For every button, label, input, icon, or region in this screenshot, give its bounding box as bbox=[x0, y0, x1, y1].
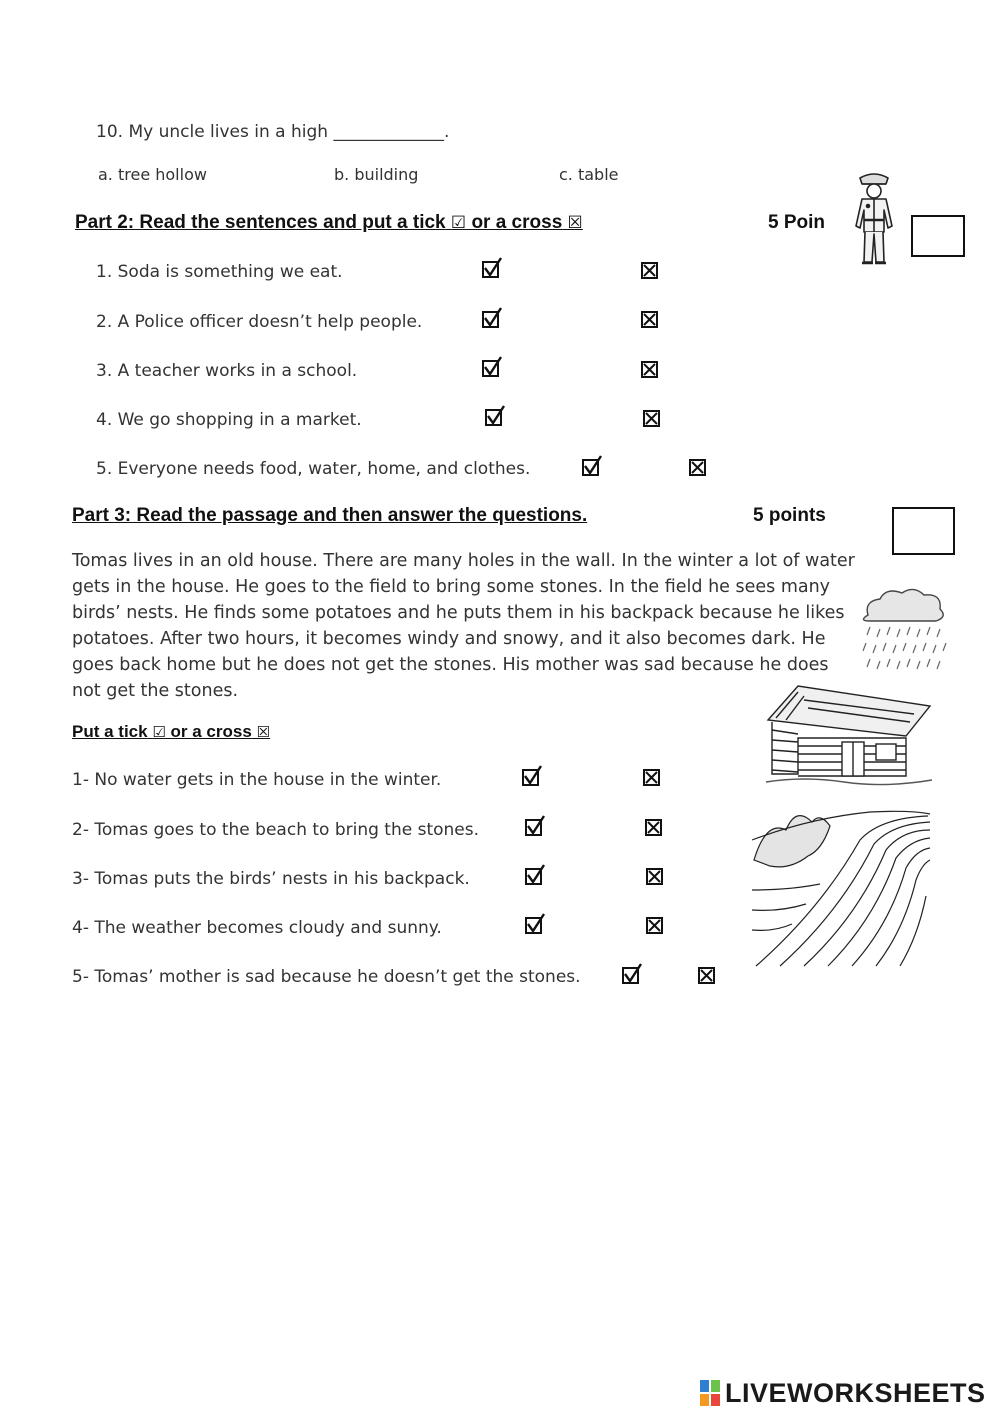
part-2-points: 5 Poin bbox=[768, 212, 826, 233]
part-2-item-5-cross-box[interactable] bbox=[689, 459, 706, 476]
question-10-option-a[interactable]: a. tree hollow bbox=[98, 165, 207, 184]
part-3-subheading-or-text: or a cross bbox=[170, 722, 252, 741]
cross-icon bbox=[643, 264, 656, 277]
part-2-score-box[interactable] bbox=[911, 215, 965, 257]
tick-icon bbox=[483, 306, 503, 328]
cross-icon bbox=[700, 969, 713, 982]
part-3-passage: Tomas lives in an old house. There are many holes in the wall. In the winter a lot of water gets in the house. He goes to the field to bring some stones. In the field he sees many birds’ nests. He finds some potatoes and he puts them in his backpack because he likes potatoes. After two hours, it becomes windy and snowy, and it also becomes dark. He goes back home but he does not get the stones. His mother was sad because he does not get the stones. bbox=[72, 551, 855, 701]
cross-icon bbox=[691, 461, 704, 474]
part-2-item-1-cross-box[interactable] bbox=[641, 262, 658, 279]
part-2-item-3-cross-box[interactable] bbox=[641, 361, 658, 378]
tick-icon bbox=[583, 454, 603, 476]
part-3-item-3: 3- Tomas puts the birds’ nests in his backpack. bbox=[72, 869, 470, 889]
cross-icon bbox=[645, 412, 658, 425]
log-cabin-image bbox=[764, 682, 934, 786]
cross-icon bbox=[648, 919, 661, 932]
part-3-item-1: 1- No water gets in the house in the winter. bbox=[72, 770, 442, 790]
rain-cloud-image bbox=[856, 585, 950, 677]
cross-icon bbox=[648, 870, 661, 883]
part-3-subheading-text: Put a tick bbox=[72, 722, 148, 741]
part-2-heading bbox=[75, 212, 583, 234]
part-3-item-5-tick-box[interactable] bbox=[622, 967, 639, 984]
part-3-score-box[interactable] bbox=[892, 507, 955, 555]
part-2-item-1-tick-box[interactable] bbox=[482, 261, 499, 278]
tick-icon bbox=[483, 256, 503, 278]
part-3-item-3-cross-box[interactable] bbox=[646, 868, 663, 885]
part-2-heading-tick-glyph: ☑ bbox=[450, 213, 467, 233]
part-2-heading-cross-glyph: ☒ bbox=[567, 213, 583, 233]
part-3-item-4-tick-box[interactable] bbox=[525, 917, 542, 934]
part-2-item-2-tick-box[interactable] bbox=[482, 311, 499, 328]
question-10-option-b[interactable]: b. building bbox=[334, 165, 419, 184]
part-3-item-2-cross-box[interactable] bbox=[645, 819, 662, 836]
cross-icon bbox=[643, 363, 656, 376]
part-3-item-3-tick-box[interactable] bbox=[525, 868, 542, 885]
tick-icon bbox=[483, 355, 503, 377]
part-2-item-5: 5. Everyone needs food, water, home, and clothes. bbox=[96, 459, 531, 479]
part-3-subheading-cross-glyph: ☒ bbox=[256, 723, 270, 741]
question-10-prompt: 10. My uncle lives in a high _____________. bbox=[96, 122, 450, 142]
police-officer-image bbox=[838, 168, 910, 268]
part-2-heading-text: Part 2: Read the sentences and put a tick bbox=[75, 212, 446, 233]
part-2-item-5-tick-box[interactable] bbox=[582, 459, 599, 476]
cross-icon bbox=[643, 313, 656, 326]
liveworksheets-logo-text: LIVEWORKSHEETS bbox=[725, 1377, 986, 1408]
tick-icon bbox=[526, 912, 546, 934]
part-3-item-1-cross-box[interactable] bbox=[643, 769, 660, 786]
part-3-points: 5 points bbox=[753, 505, 826, 526]
part-3-heading: Part 3: Read the passage and then answer the questions. bbox=[72, 505, 588, 526]
cross-icon bbox=[645, 771, 658, 784]
part-2-item-1: 1. Soda is something we eat. bbox=[96, 262, 343, 282]
part-2-item-3-tick-box[interactable] bbox=[482, 360, 499, 377]
part-2-item-3: 3. A teacher works in a school. bbox=[96, 361, 358, 381]
tick-icon bbox=[523, 764, 543, 786]
part-3-item-2-tick-box[interactable] bbox=[525, 819, 542, 836]
liveworksheets-logo-icon bbox=[700, 1380, 722, 1406]
part-2-heading-or-text: or a cross bbox=[471, 212, 563, 233]
part-3-item-1-tick-box[interactable] bbox=[522, 769, 539, 786]
part-2-item-2: 2. A Police officer doesn’t help people. bbox=[96, 312, 423, 332]
cross-icon bbox=[647, 821, 660, 834]
part-3-subheading bbox=[72, 722, 270, 742]
part-3-item-5-cross-box[interactable] bbox=[698, 967, 715, 984]
part-3-item-5: 5- Tomas’ mother is sad because he doesn’t get the stones. bbox=[72, 967, 581, 987]
part-2-item-2-cross-box[interactable] bbox=[641, 311, 658, 328]
part-3-item-4: 4- The weather becomes cloudy and sunny. bbox=[72, 918, 442, 938]
tick-icon bbox=[623, 962, 643, 984]
part-3-subheading-tick-glyph: ☑ bbox=[152, 723, 166, 741]
tick-icon bbox=[526, 863, 546, 885]
question-10-option-c[interactable]: c. table bbox=[559, 165, 619, 184]
part-2-item-4: 4. We go shopping in a market. bbox=[96, 410, 362, 430]
part-3-item-2: 2- Tomas goes to the beach to bring the stones. bbox=[72, 820, 480, 840]
tick-icon bbox=[486, 404, 506, 426]
ploughed-field-image bbox=[750, 800, 932, 968]
part-3-item-4-cross-box[interactable] bbox=[646, 917, 663, 934]
part-2-item-4-tick-box[interactable] bbox=[485, 409, 502, 426]
part-2-item-4-cross-box[interactable] bbox=[643, 410, 660, 427]
liveworksheets-logo[interactable] bbox=[700, 1378, 986, 1408]
tick-icon bbox=[526, 814, 546, 836]
